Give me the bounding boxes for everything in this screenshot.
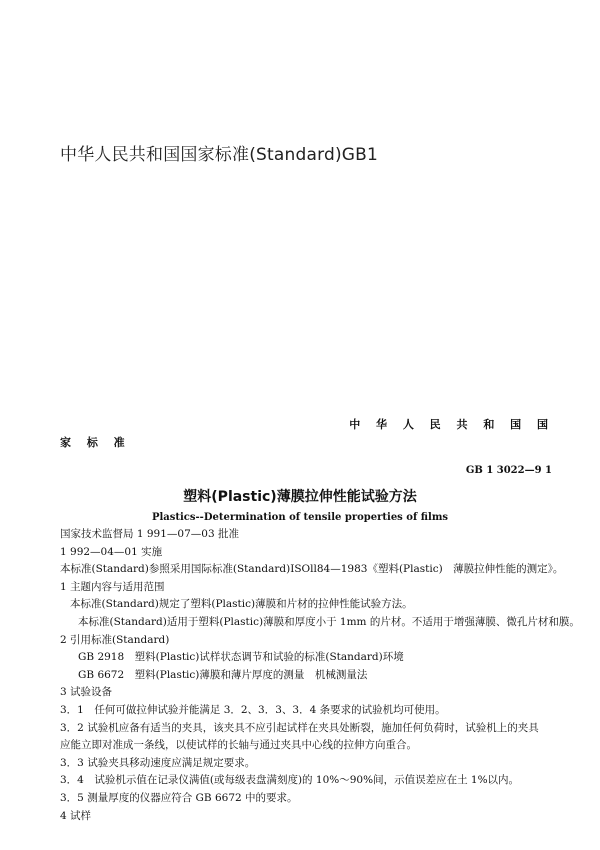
issuer-heading-line-2: 家 标 准 bbox=[60, 436, 131, 449]
english-title: Plastics--Determination of tensile properties of films bbox=[151, 512, 449, 523]
clause-3-2-part-1: 3．2 试验机应备有适当的夹具，该夹具不应引起试样在夹具处断裂，施加任何负荷时，试验机上的夹具 bbox=[60, 721, 539, 734]
section-heading-3: 3 试验设备 bbox=[60, 686, 113, 699]
scope-paragraph-1: 本标准(Standard)规定了塑料(Plastic)薄膜和片材的拉伸性能试验方法。 bbox=[70, 598, 413, 611]
section-heading-4: 4 试样 bbox=[60, 809, 92, 822]
document-banner-title: 中华人民共和国国家标准(Standard)GB1 bbox=[60, 145, 379, 165]
document-body bbox=[60, 526, 580, 825]
referenced-standard-gb2918: GB 2918 塑料(Plastic)试样状态调节和试验的标准(Standard)环境 bbox=[78, 651, 404, 664]
clause-3-3: 3．3 试验夹具移动速度应满足规定要求。 bbox=[60, 756, 256, 769]
section-heading-2: 2 引用标准(Standard) bbox=[60, 633, 170, 646]
scope-paragraph-2: 本标准(Standard)适用于塑料(Plastic)薄膜和厚度小于 1mm 的片材。不适用于增强薄膜、微孔片材和膜。 bbox=[78, 615, 580, 628]
reference-statement: 本标准(Standard)参照采用国际标准(Standard)ISOll84—1983《塑料(Plastic) 薄膜拉伸性能的测定》。 bbox=[60, 563, 564, 576]
clause-3-4: 3．4 试验机示值在记录仪满值(或每级表盘满刻度)的 10%～90%间，示值误差应在土 1%以内。 bbox=[60, 774, 520, 787]
clause-3-1: 3．1 任何可做拉伸试验并能满足 3．2、3．3、3．4 条要求的试验机均可使用。 bbox=[60, 703, 446, 716]
section-heading-1: 1 主题内容与适用范围 bbox=[60, 580, 165, 593]
implementation-line: 1 992—04—01 实施 bbox=[60, 545, 163, 558]
referenced-standard-gb6672: GB 6672 塑料(Plastic)薄膜和薄片厚度的测量 机械测量法 bbox=[78, 668, 368, 681]
standard-number: GB 1 3022—9 1 bbox=[465, 465, 552, 476]
issuer-heading-line-1: 中 华 人 民 共 和 国 国 bbox=[349, 418, 554, 431]
clause-3-2-part-2: 应能立即对准成一条线，以使试样的长轴与通过夹具中心线的拉伸方向重合。 bbox=[60, 739, 417, 752]
approval-line: 国家技术监督局 1 991—07—03 批准 bbox=[60, 528, 239, 540]
chinese-title: 塑料(Plastic)薄膜拉伸性能试验方法 bbox=[183, 489, 417, 505]
clause-3-5: 3．5 测量厚度的仪器应符合 GB 6672 中的要求。 bbox=[60, 791, 298, 804]
